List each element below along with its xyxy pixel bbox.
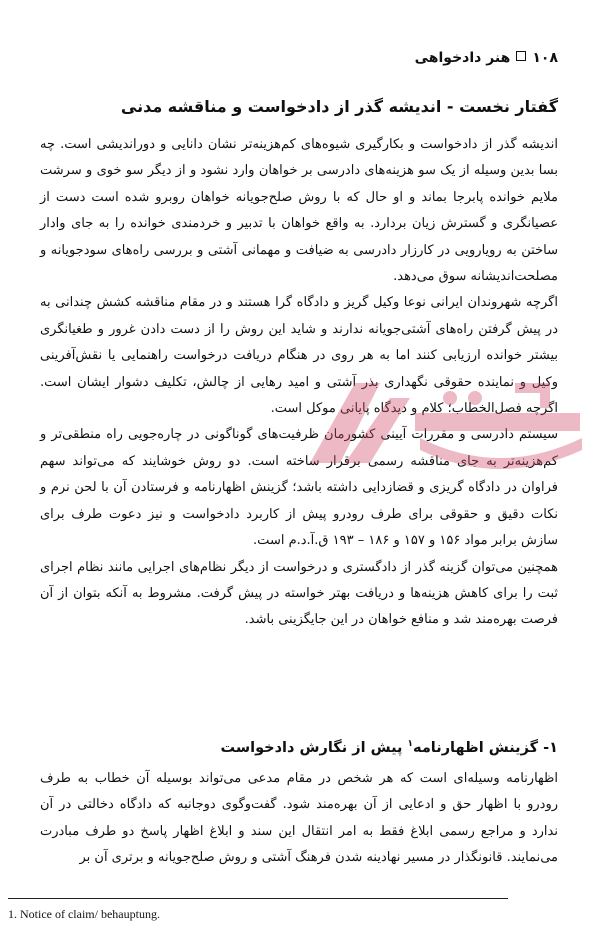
watermark-dot xyxy=(468,391,482,405)
section-number: ۱- xyxy=(543,739,558,756)
running-header xyxy=(415,48,558,68)
watermark-bar xyxy=(415,413,580,431)
publisher-watermark-logo xyxy=(300,368,590,478)
paragraph-2: اگرچه شهروندان ایرانی نوعا وکیل گریز و دادگاه گرا هستند و در مقام مناقشه کشش چندانی به در پیش گرفتن راه‌های آشتی‌جویانه ندارند و شاید این روش را از دست دادن غرور و طغیانگری بیشتر خوانده ارزیابی کنند اما به هر روی در هنگام دریافت درخواست راهنمایی یا نقش‌آفرینی وکیل و نماینده حقوقی نگهداری بذر آشتی و امید رهایی از چالش، تکلیف دشوار ایشان است. اگرچه فصل‌الخطاب؛ کلام و دیدگاه پایانی موکل است. xyxy=(40,295,558,417)
section-heading xyxy=(40,732,558,760)
watermark-logo-mark xyxy=(310,383,410,463)
section-body xyxy=(40,766,558,872)
watermark-stroke xyxy=(515,383,550,408)
section-title-part-2: پیش از نگارش دادخواست xyxy=(220,739,403,756)
footnote-divider xyxy=(8,898,508,899)
watermark-curve xyxy=(420,438,582,469)
chapter-title: گفتار نخست - اندیشه گذر از دادخواست و مناقشه مدنی xyxy=(120,97,558,116)
section-title-part-1: گزینش اظهارنامه xyxy=(413,739,539,756)
paragraph-1: اندیشه گذر از دادخواست و بکارگیری شیوه‌های کم‌هزینه‌تر نشان دانایی و دوراندیشی است. چه بسا بدین وسیله از یک سو هزینه‌های دادرسی بر خواهان وارد نشود و از دیگر سو خوی و سرشت ملایم خوانده پابرجا بماند و او حال که با روش صلح‌جویانه خواهان روبرو شده است دست از عصیانگری و گسترش زیان بردارد. به واقع خواهان با تدبیر و خردمندی خوانده را به جای وادار ساختن به رویارویی در کارزار دادرسی به ضیافت و مهمانی آشتی و بررسی راه‌های سودجویانه و مصلحت‌اندیشانه سوق می‌دهد. xyxy=(40,137,558,285)
footnote: 1. Notice of claim/ behauptung. xyxy=(8,907,160,921)
section-paragraph: اظهارنامه وسیله‌ای است که هر شخص در مقام مدعی می‌تواند بوسیله آن خطاب به طرف رودرو با اظهار حق و ادعایی از آن بهره‌مند شود. گفت‌وگوی دوجانبه که دادگاه دخالتی در آن ندارد و مراجع رسمی ابلاغ فقط به امر انتقال این سند و ابلاغ اظهار پاسخ دو طرف مبادرت می‌نمایند. قانونگذار در مسیر نهادینه شدن فرهنگ آشتی و روش صلح‌جویانه و برتری آن بر xyxy=(40,771,558,866)
page-number: ۱۰۸ xyxy=(532,50,558,66)
book-title: هنر دادخواهی xyxy=(414,50,511,66)
watermark-dot xyxy=(443,391,457,405)
paragraph-4: همچنین می‌توان گزینه گذر از دادگستری و درخواست از دیگر نظام‌های اجرایی مانند نظام اجرای ثبت را برای کاهش هزینه‌ها و دریافت بهتر خواسته در پیش گرفت. مشروط به آنکه بتوان از آن فرصت بهره‌مند شد و منافع خواهان در این جایگزینی باشد. xyxy=(40,559,558,628)
footnote-reference: ۱ xyxy=(407,739,414,749)
square-bullet-icon xyxy=(516,51,526,61)
paragraph-3: سیستم دادرسی و مقررات آیینی کشورمان ظرفیت‌های گوناگونی در چاره‌جویی راه منطقی‌تر و کم‌هزینه‌تر به جای مناقشه رسمی برقرار ساخته است. دو روش خوشایند که می‌تواند سهم فراوان در دادگاه گریزی و قضازدایی داشته باشد؛ گزینش اظهارنامه و فرستادن آن با لحن نرم و نکات دقیق و حقوقی برای طرف رودرو پیش از کاربرد دادخواست و نیز دعوت طرف برای سازش برابر مواد ۱۵۶ و ۱۵۷ و ۱۸۶ – ۱۹۳ ق.آ.د.م است. xyxy=(40,427,558,549)
